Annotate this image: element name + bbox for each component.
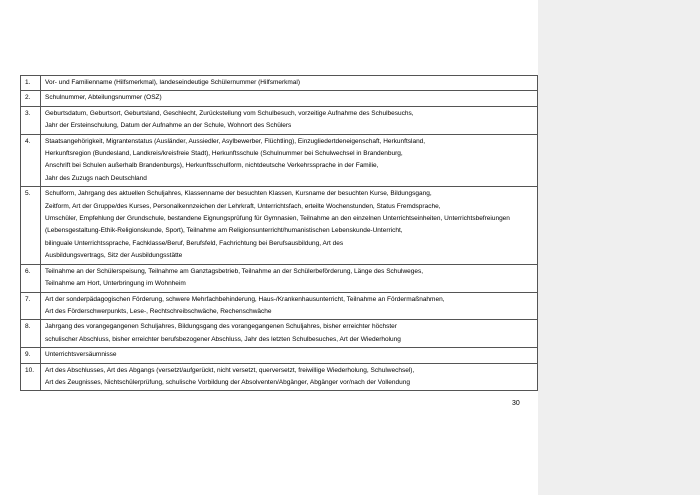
row-number: 1. — [21, 76, 41, 91]
description-line: Jahrgang des vorangegangenen Schuljahres, Bildungsgang des vorangegangenen Schuljahres, bisher erreichter höchster — [45, 323, 397, 331]
description-line: Jahr der Ersteinschulung, Datum der Aufnahme an der Schule, Wohnort des Schülers — [45, 122, 292, 130]
description-line: Schulform, Jahrgang des aktuellen Schuljahres, Klassenname der besuchten Klassen, Kursname der besuchten Kurse, Bildungsgang, — [45, 190, 432, 198]
data-items-table — [20, 75, 538, 391]
description-line: Schulnummer, Abteilungsnummer (OSZ) — [45, 94, 162, 102]
row-description — [41, 363, 538, 391]
row-number: 8. — [21, 320, 41, 348]
table-row — [21, 264, 538, 292]
description-line: Geburtsdatum, Geburtsort, Geburtsland, Geschlecht, Zurückstellung vom Schulbesuch, vorzeitige Aufnahme des Schulbesuchs, — [45, 109, 414, 117]
side-panel — [538, 0, 700, 495]
table-row — [21, 363, 538, 391]
row-number: 6. — [21, 264, 41, 292]
table-row — [21, 292, 538, 320]
description-line: Unterrichtsversäumnisse — [45, 351, 117, 359]
description-line: (Lebensgestaltung-Ethik-Religionskunde, Sport), Teilnahme am Religionsunterricht/humanistischen Lebenskunde-Unterricht, — [45, 227, 403, 235]
row-number: 3. — [21, 106, 41, 134]
row-description — [41, 348, 538, 363]
row-number: 5. — [21, 187, 41, 264]
row-number: 9. — [21, 348, 41, 363]
description-line: bilinguale Unterrichtssprache, Fachklasse/Beruf, Berufsfeld, Fachrichtung bei Berufsausbildung, Art des — [45, 239, 344, 247]
description-line: Art der sonderpädagogischen Förderung, schwere Mehrfachbehinderung, Haus-/Krankenhausunterricht, Teilnahme an Fördermaßnahmen, — [45, 295, 445, 303]
description-line: Umschüler, Empfehlung der Grundschule, bestandene Eignungsprüfung für Gymnasien, Teilnahme an den einzelnen Unterrichtseinheiten, Unterrichtsbefreiungen — [45, 215, 510, 223]
row-number: 10. — [21, 363, 41, 391]
table-row — [21, 91, 538, 106]
description-line: Ausbildungsvertrags, Sitz der Ausbildungsstätte — [45, 252, 183, 260]
table-row — [21, 320, 538, 348]
table-row — [21, 187, 538, 264]
description-line: Herkunftsregion (Bundesland, Landkreis/kreisfreie Stadt), Herkunftsschule (Schulnummer bei Schulwechsel in Brandenburg, — [45, 150, 403, 158]
row-description — [41, 187, 538, 264]
description-line: Art des Förderschwerpunkts, Lese-, Rechtschreibschwäche, Rechenschwäche — [45, 307, 272, 315]
description-line: Jahr des Zuzugs nach Deutschland — [45, 174, 147, 182]
row-description — [41, 320, 538, 348]
table-row — [21, 134, 538, 187]
table-row — [21, 106, 538, 134]
row-description — [41, 91, 538, 106]
description-line: Art des Zeugnisses, Nichtschülerprüfung, schulische Vorbildung der Absolventen/Abgänger, Abgänger vor/nach der Vollendung — [45, 378, 410, 386]
row-description — [41, 292, 538, 320]
row-number: 2. — [21, 91, 41, 106]
description-line: Teilnahme am Hort, Unterbringung im Wohnheim — [45, 280, 186, 288]
row-description — [41, 76, 538, 91]
description-line: Art des Abschlusses, Art des Abgangs (versetzt/aufgerückt, nicht versetzt, querversetzt, freiwillige Wiederholung, Schulwechsel), — [45, 366, 415, 374]
page-number: 30 — [512, 400, 520, 407]
table-row — [21, 76, 538, 91]
description-line: Staatsangehörigkeit, Migrantenstatus (Ausländer, Aussiedler, Asylbewerber, Flüchtling), Einzugliedertdeneigenschaft, Herkunftsland, — [45, 137, 426, 145]
description-line: Anschrift bei Schulen außerhalb Brandenburgs), Herkunftsschulform, nichtdeutsche Verkehrssprache in der Familie, — [45, 162, 379, 170]
description-line: Vor- und Familienname (Hilfsmerkmal), landeseindeutige Schülernummer (Hilfsmerkmal) — [45, 79, 301, 86]
row-number: 4. — [21, 134, 41, 187]
description-line: Teilnahme an der Schülerspeisung, Teilnahme am Ganztagsbetrieb, Teilnahme an der Schülerbeförderung, Länge des Schulweges, — [45, 267, 424, 275]
row-number: 7. — [21, 292, 41, 320]
row-description — [41, 106, 538, 134]
description-line: Zeitform, Art der Gruppe/des Kurses, Personalkennzeichen der Lehrkraft, Unterrichtsfach, erteilte Wochenstunden, Status Fremdsprache, — [45, 202, 441, 210]
row-description — [41, 264, 538, 292]
table-row — [21, 348, 538, 363]
row-description — [41, 134, 538, 187]
description-line: schulischer Abschluss, bisher erreichter berufsbezogener Abschluss, Jahr des letzten Schulbesuches, Art der Wiederholung — [45, 335, 401, 343]
